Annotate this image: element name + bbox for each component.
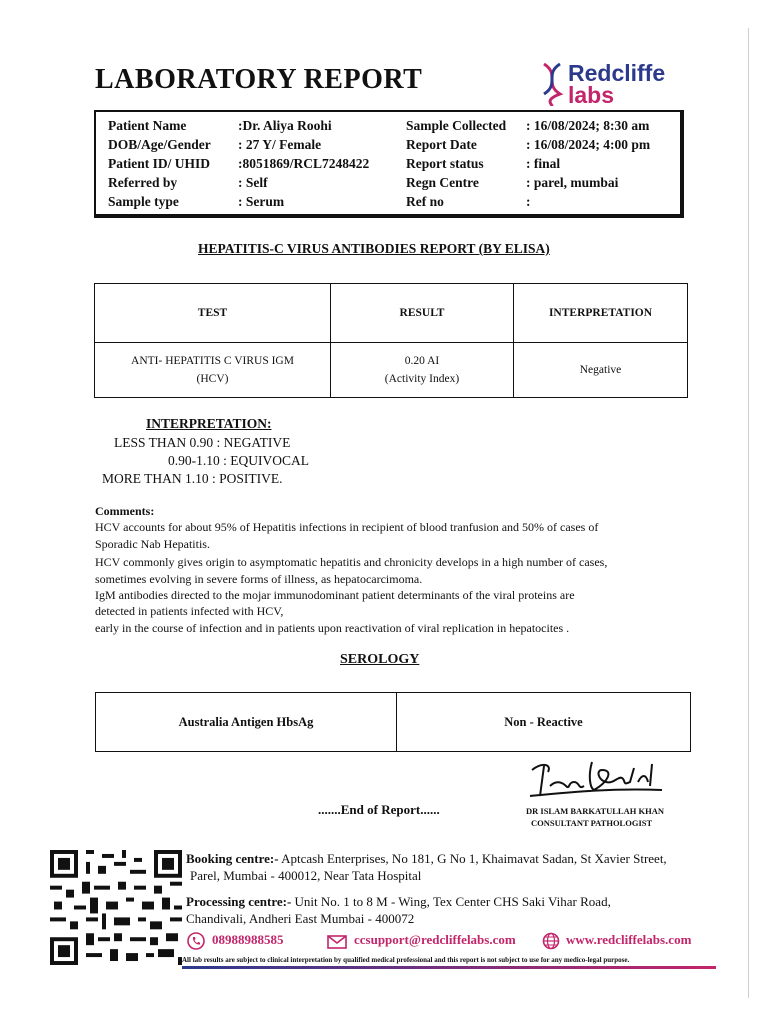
interpretation-title: INTERPRETATION: <box>146 416 272 431</box>
result-cell <box>331 343 514 398</box>
info-label: Report status <box>406 156 484 171</box>
patient-info-box <box>94 110 684 218</box>
test-name-line: ANTI- HEPATITIS C VIRUS IGM <box>131 355 294 367</box>
comment-line: sometimes evolving in severe forms of illness, as hepatocarcimoma. <box>95 572 423 586</box>
signature-icon <box>522 752 672 804</box>
comment-line: Sporadic Nab Hepatitis. <box>95 537 210 551</box>
brand-name-bottom: labs <box>568 82 615 108</box>
doctor-name: DR ISLAM BARKATULLAH KHAN <box>526 806 664 816</box>
info-value: : 27 Y/ Female <box>238 137 322 152</box>
processing-address-line2: Chandivali, Andheri East Mumbai - 400072 <box>186 911 415 926</box>
comment-line: detected in patients infected with HCV, <box>95 604 284 618</box>
serology-table <box>95 692 691 752</box>
comment-line: HCV accounts for about 95% of Hepatitis infections in recipient of blood tranfusion and 50% of cases of <box>95 520 599 534</box>
info-label: Patient Name <box>108 118 187 133</box>
brand-name-top: Redcliffe <box>568 60 666 86</box>
phone-link[interactable]: 08988988585 <box>212 932 284 947</box>
info-label: Regn Centre <box>406 175 479 190</box>
email-link[interactable]: ccsupport@redcliffelabs.com <box>354 932 516 947</box>
booking-centre-line <box>186 851 667 867</box>
info-value: :8051869/RCL7248422 <box>238 156 370 171</box>
interpretation-line: 0.90-1.10 : EQUIVOCAL <box>168 453 309 468</box>
serology-title: SEROLOGY <box>340 652 420 667</box>
table-row <box>95 343 688 398</box>
test-name-line: (HCV) <box>196 373 229 385</box>
processing-address: Unit No. 1 to 8 M - Wing, Tex Center CHS Saki Vihar Road, <box>291 894 611 909</box>
serology-result-cell: Non - Reactive <box>397 693 691 752</box>
info-value: : 16/08/2024; 8:30 am <box>526 118 650 133</box>
phone-icon <box>187 932 205 950</box>
report-title: LABORATORY REPORT <box>95 64 423 95</box>
info-label: Sample Collected <box>406 118 507 133</box>
interpretation-line: MORE THAN 1.10 : POSITIVE. <box>102 471 283 486</box>
interpretation-cell: Negative <box>514 343 688 398</box>
processing-centre-line <box>186 894 611 910</box>
result-value: 0.20 AI <box>404 355 440 367</box>
test-name-cell <box>95 343 331 398</box>
table-header-row <box>95 284 688 343</box>
info-label: Referred by <box>108 175 178 190</box>
info-value: : <box>526 194 531 209</box>
website-link[interactable]: www.redcliffelabs.com <box>566 932 692 947</box>
legal-disclaimer: All lab results are subject to clinical interpretation by qualified medical professional and this report is not subject to use for any medico-legal purpose. <box>182 956 630 964</box>
processing-label: Processing centre:- <box>186 894 292 909</box>
info-value: : final <box>526 156 561 171</box>
booking-address-line2: Parel, Mumbai - 400012, Near Tata Hospital <box>190 868 422 883</box>
globe-icon <box>542 932 560 950</box>
table-row <box>96 693 691 752</box>
comment-line: early in the course of infection and in patients upon reactivation of viral replication in hepatocites . <box>95 621 570 635</box>
info-label: Sample type <box>108 194 179 209</box>
booking-address: Aptcash Enterprises, No 181, G No 1, Khaimavat Sadan, St Xavier Street, <box>278 851 667 866</box>
doctor-title: CONSULTANT PATHOLOGIST <box>531 818 653 828</box>
comments-heading: Comments: <box>95 504 155 518</box>
qr-code-icon <box>50 850 182 965</box>
info-label: Ref no <box>406 194 444 209</box>
hcv-results-table <box>94 283 688 398</box>
info-value: : Serum <box>238 194 285 209</box>
info-value: : 16/08/2024; 4:00 pm <box>526 137 651 152</box>
column-header: TEST <box>95 284 331 343</box>
column-header: RESULT <box>331 284 514 343</box>
booking-label: Booking centre:- <box>186 851 279 866</box>
comment-line: IgM antibodies directed to the mojar immunodominant patient determinants of the viral proteins are <box>95 588 575 602</box>
result-unit: (Activity Index) <box>384 373 460 385</box>
info-label: Report Date <box>406 137 477 152</box>
dna-icon <box>540 62 564 106</box>
column-header: INTERPRETATION <box>514 284 688 343</box>
end-of-report: .......End of Report...... <box>318 802 440 817</box>
comment-line: HCV commonly gives origin to asymptomatic hepatitis and chronicity develops in a high number of cases, <box>95 555 608 569</box>
footer-divider <box>182 966 716 969</box>
info-label: DOB/Age/Gender <box>108 137 211 152</box>
serology-test-cell: Australia Antigen HbsAg <box>96 693 397 752</box>
info-label: Patient ID/ UHID <box>108 156 210 171</box>
info-value: :Dr. Aliya Roohi <box>238 118 332 133</box>
info-value: : Self <box>238 175 268 190</box>
info-value: : parel, mumbai <box>526 175 619 190</box>
email-icon <box>327 935 347 949</box>
page-edge <box>748 28 749 998</box>
hcv-section-title: HEPATITIS-C VIRUS ANTIBODIES REPORT (BY ELISA) <box>198 241 550 256</box>
interpretation-line: LESS THAN 0.90 : NEGATIVE <box>114 435 291 450</box>
brand-logo <box>540 60 690 110</box>
